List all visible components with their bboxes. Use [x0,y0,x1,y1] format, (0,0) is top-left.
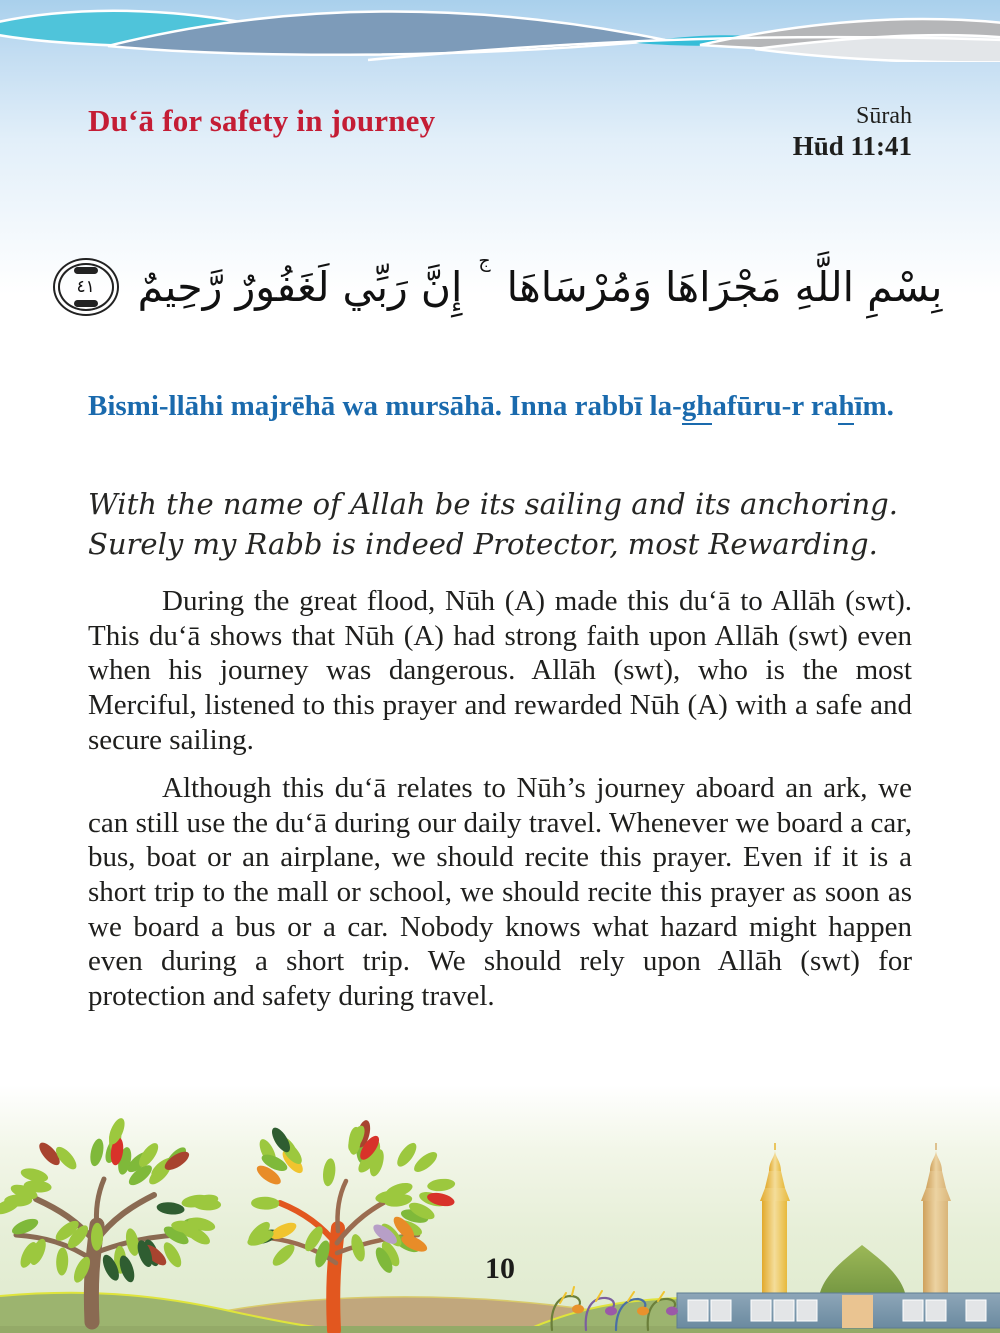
tree-left [0,1116,221,1322]
surah-reference [793,104,912,161]
leaf [411,1149,440,1176]
verse-number-medallion [58,263,114,311]
translation-text: With the name of Allah be its sailing and its anchoring. Surely my Rabb is indeed Protector, most Rewarding. [88,487,898,562]
header-wave-decoration [0,0,1000,62]
transliteration-segment: afūru-r ra [712,390,839,422]
arabic-verse-part2: إِنَّ رَبِّي لَغَفُورٌ رَّحِيمٌ [137,263,463,311]
body-paragraph: During the great flood, Nūh (A) made this du‘ā to Allāh (swt). This du‘ā shows that Nūh (A) had strong faith upon Allāh (swt) even when his journey was dangerous. Allāh (swt), who is the most Merciful, listened to this prayer and rewarded Nūh (A) with a safe and secure sailing. [88,585,912,756]
leaf [322,1158,337,1187]
mosque-door [842,1295,873,1328]
arabic-verse-part1: بِسْمِ اللَّهِ مَجْرَاهَا وَمُرْسَاهَا [506,263,943,311]
mosque-icon [677,1143,1000,1328]
waqf-mark: ج [478,250,491,272]
footer-illustration [0,1093,1000,1333]
arabic-verse [70,222,943,352]
surah-ref: Hūd 11:41 [792,131,912,162]
mosque-building [677,1293,1000,1328]
transliteration [88,386,912,427]
transliteration-underlined: gh [682,390,713,425]
transliteration-segment: īm. [854,390,894,422]
page-number: 10 [485,1252,515,1285]
leaf [156,1201,185,1216]
transliteration-segment: Bismi-llāhi majrēhā wa mursāhā. Inna rabbī la- [88,390,682,422]
page-header [88,104,912,161]
transliteration-underlined: h [838,390,854,425]
page-title: Du‘ā for safety in journey [88,103,436,138]
leaf [427,1178,456,1193]
leaf [88,1137,106,1167]
body-paragraph: Although this du‘ā relates to Nūh’s journey aboard an ark, we can still use the du‘ā during our daily travel. Whenever we board a car, bus, boat or an airplane, we should recite this prayer. Even if it is a short trip to the mall or school, we should recite this prayer as soon as we board a bus or a car. Nobody knows what hazard might happen even during a short trip. We should rely upon Allāh (swt) for protection and safety during travel. [88,772,912,1013]
surah-label: Sūrah [856,103,912,129]
body-text [88,584,912,1028]
verse-number: ٤١ [76,276,95,297]
